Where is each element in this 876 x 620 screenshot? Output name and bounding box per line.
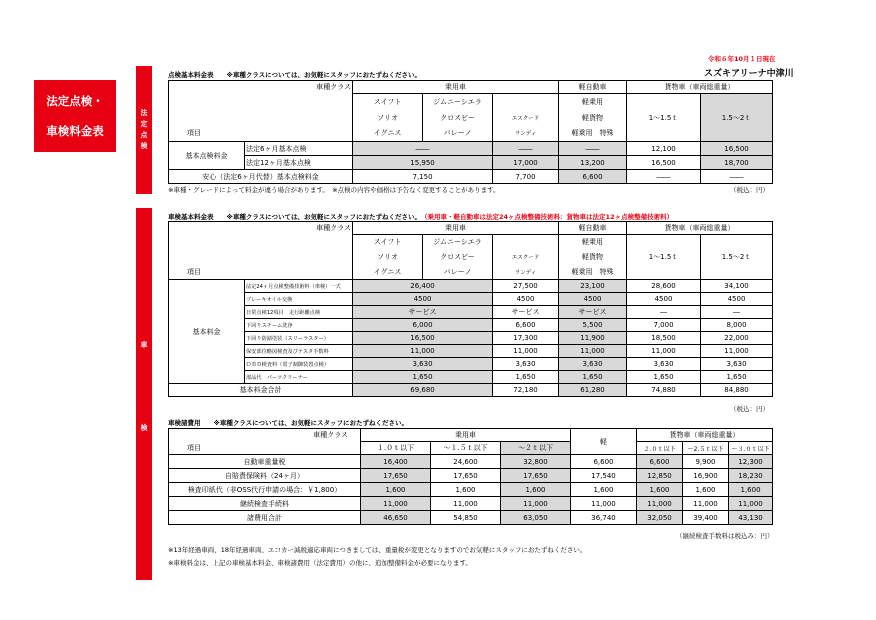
- cell: サービス: [353, 306, 493, 319]
- cell: 11,000: [559, 345, 627, 358]
- kei-header: 軽自動車: [559, 222, 627, 235]
- bar-shaken: [136, 208, 152, 580]
- row-label: 自賠責保険料（24ヶ月）: [169, 469, 361, 483]
- cell: 18,500: [627, 332, 701, 345]
- cell: 7,700: [493, 170, 559, 184]
- cell: 1,600: [571, 483, 637, 497]
- cell: 11,000: [431, 497, 501, 511]
- cell: 61,280: [559, 384, 627, 397]
- row-label: 日常点検12項目 走行距離点検: [245, 306, 353, 319]
- table-row: [169, 371, 773, 384]
- cell: 17,000: [493, 156, 559, 170]
- car-name: スイフト: [353, 235, 423, 250]
- row-label: 安心（法定6ヶ月代替）基本点検料金: [169, 170, 353, 184]
- row-label: 下回り防錆塗装（スリーラスター）: [245, 332, 353, 345]
- car-name: クロスビー: [423, 110, 493, 126]
- cell: 74,880: [627, 384, 701, 397]
- bar-char: 定: [140, 120, 148, 128]
- cell: ――: [559, 142, 627, 156]
- section3-heading: 車検諸費用 ※車種クラスについては、お気軽にスタッフにおたずねください。: [168, 419, 408, 427]
- cargo-class-b: 1.5～2ｔ: [701, 94, 773, 142]
- cell: 17,300: [493, 332, 559, 345]
- table-row: [169, 280, 773, 293]
- row-label: 部品代 パーツクリーナー: [245, 371, 353, 384]
- table-row: [169, 455, 773, 469]
- table-row: [169, 142, 773, 156]
- cell: 18,230: [729, 469, 773, 483]
- cell: 28,600: [627, 280, 701, 293]
- cell: 17,650: [431, 469, 501, 483]
- cell: 22,000: [701, 332, 773, 345]
- table-row: [169, 483, 773, 497]
- cell: 1,600: [361, 483, 431, 497]
- cell: 84,880: [701, 384, 773, 397]
- cell: 6,600: [637, 455, 683, 469]
- class-label: 車種クラス: [169, 429, 361, 442]
- cell: 3,630: [627, 358, 701, 371]
- cell: 24,600: [431, 455, 501, 469]
- bar-char: 車: [140, 341, 148, 349]
- table-row: [169, 384, 773, 397]
- cell: 1,650: [353, 371, 493, 384]
- cell: 27,500: [493, 280, 559, 293]
- table-row: [169, 170, 773, 184]
- cell: 26,400: [353, 280, 493, 293]
- cell: ――: [493, 142, 559, 156]
- kei-type: 軽乗用: [559, 235, 627, 250]
- car-name: クロスビー: [423, 250, 493, 265]
- date-label: 令和６年10月１日現在: [708, 55, 776, 63]
- cell: 16,900: [683, 469, 729, 483]
- cargo-header: 貨物車（車両総重量）: [627, 222, 773, 235]
- class-label: 車種クラス: [169, 222, 353, 235]
- car-name: イグニス: [353, 265, 423, 280]
- car-name: ランディ: [493, 265, 559, 280]
- cargo-class-a: 1～1.5ｔ: [627, 235, 701, 280]
- cell: 17,650: [501, 469, 571, 483]
- passenger-header: 乗用車: [353, 81, 559, 94]
- cell: 72,180: [493, 384, 559, 397]
- cell: 11,000: [353, 345, 493, 358]
- cell: 43,130: [729, 511, 773, 525]
- weight-class: ～３.０ｔ以下: [729, 442, 773, 455]
- section1-footnote: ※車種・グレードによって料金が違う場合があります。 ※点検の内容や価格は予告なく変更することがあります。: [168, 186, 500, 194]
- cell: 11,000: [637, 497, 683, 511]
- bar-inspection: [136, 66, 152, 194]
- cell: 1,650: [559, 371, 627, 384]
- row-label: ブレーキオイル交換: [245, 293, 353, 306]
- kei-type: 軽乗用 特殊: [559, 265, 627, 280]
- basic-label: 基本点検料金: [169, 142, 245, 170]
- section3-tax: （継続検査手数料は税込み：円）: [676, 532, 774, 540]
- cell: 9,900: [683, 455, 729, 469]
- cell: 1,600: [637, 483, 683, 497]
- cell: 3,630: [493, 358, 559, 371]
- cell: 54,850: [431, 511, 501, 525]
- table-row: [169, 293, 773, 306]
- cell: 11,000: [571, 497, 637, 511]
- cell: 12,850: [637, 469, 683, 483]
- row-label: 基本料金合計: [169, 384, 353, 397]
- cell: 1,650: [701, 371, 773, 384]
- section2-heading: 車検基本料金表 ※車種クラスについては、お気軽にスタッフにおたずねください。 （乗用車・軽自動車は法定24ヶ点検整備技術料：貨物車は法定12ヶ点検整備技術料）: [168, 213, 674, 221]
- cell: 18,700: [701, 156, 773, 170]
- car-name: ソリオ: [353, 110, 423, 126]
- cell: 16,500: [627, 156, 701, 170]
- table-row: [169, 497, 773, 511]
- inspection-table: [168, 80, 773, 184]
- cell: 4500: [627, 293, 701, 306]
- cell: 11,000: [683, 497, 729, 511]
- section2-tax: （税込：円）: [730, 405, 769, 413]
- cell: ――: [627, 170, 701, 184]
- cell: 16,500: [353, 332, 493, 345]
- table-row: [169, 358, 773, 371]
- cell: 32,800: [501, 455, 571, 469]
- table-row: [169, 319, 773, 332]
- cell: 1,600: [729, 483, 773, 497]
- table-row: [169, 332, 773, 345]
- shop-name: スズキアリーナ中津川: [704, 69, 794, 79]
- cell: 1,600: [501, 483, 571, 497]
- cell: 12,300: [729, 455, 773, 469]
- class-label: 車種クラス: [169, 81, 353, 94]
- cell: ――: [701, 170, 773, 184]
- car-name: イグニス: [353, 126, 423, 142]
- table-row: [169, 306, 773, 319]
- cell: 11,000: [701, 345, 773, 358]
- cell: サービス: [493, 306, 559, 319]
- footnote-weight-tax: ※13年経過車両、18年経過車両、エコカー減税適応車両につきましては、重量税が変更となりますのでお気軽にスタッフにおたずねください。: [168, 546, 587, 554]
- cell: 13,200: [559, 156, 627, 170]
- section1-tax: （税込：円）: [730, 186, 769, 194]
- row-label: ＯＢＤ検査料（電子制御装置点検）: [245, 358, 353, 371]
- car-name: スイフト: [353, 94, 423, 110]
- cell: 4500: [559, 293, 627, 306]
- table-row: [169, 511, 773, 525]
- passenger-header: 乗用車: [353, 222, 559, 235]
- row-label: 自動車重量税: [169, 455, 361, 469]
- weight-class: ～2.５ｔ以下: [683, 442, 729, 455]
- bar-char: 点: [140, 131, 148, 139]
- cell: 1,600: [431, 483, 501, 497]
- weight-class: ～２ｔ以下: [501, 442, 571, 455]
- cell: 3,630: [353, 358, 493, 371]
- cell: 34,100: [701, 280, 773, 293]
- cell: 4500: [353, 293, 493, 306]
- weight-class: ２.０ｔ以下: [637, 442, 683, 455]
- car-name: バレーノ: [423, 265, 493, 280]
- table-row: [169, 345, 773, 358]
- cell: 12,100: [627, 142, 701, 156]
- cell: 16,500: [701, 142, 773, 156]
- cell: 16,400: [361, 455, 431, 469]
- cell: 6,600: [571, 455, 637, 469]
- cell: 6,000: [353, 319, 493, 332]
- cell: 5,500: [559, 319, 627, 332]
- cell: 3,630: [701, 358, 773, 371]
- cell: 23,100: [559, 280, 627, 293]
- cell: 39,400: [683, 511, 729, 525]
- cell: 11,900: [559, 332, 627, 345]
- cell: 15,950: [353, 156, 493, 170]
- car-name: バレーノ: [423, 126, 493, 142]
- cargo-class-a: 1～1.5ｔ: [627, 94, 701, 142]
- kei-type: 軽貨物: [559, 250, 627, 265]
- item-label: 項目: [169, 442, 361, 455]
- kei-type: 軽乗用: [559, 94, 627, 110]
- cell: 69,680: [353, 384, 493, 397]
- car-name: エスクード: [493, 250, 559, 265]
- row-label: 法定6ヶ月基本点検: [245, 142, 353, 156]
- row-label: 下回りスチーム洗浄: [245, 319, 353, 332]
- cell: 11,000: [501, 497, 571, 511]
- car-name: ランディ: [493, 126, 559, 142]
- item-label: 項目: [169, 126, 353, 142]
- row-label: 継続検査手続料: [169, 497, 361, 511]
- cell: 7,000: [627, 319, 701, 332]
- cell: ―: [701, 306, 773, 319]
- bar-char: 法: [140, 109, 148, 117]
- cell: 8,000: [701, 319, 773, 332]
- table-row: [169, 156, 773, 170]
- cell: ――: [353, 142, 493, 156]
- cell: 11,000: [729, 497, 773, 511]
- cell: 63,050: [501, 511, 571, 525]
- cargo-class-b: 1.5～2ｔ: [701, 235, 773, 280]
- cell: 7,150: [353, 170, 493, 184]
- cell: 1,600: [683, 483, 729, 497]
- cell: 6,600: [493, 319, 559, 332]
- table-row: [169, 469, 773, 483]
- cell: 4500: [701, 293, 773, 306]
- bar-char: 検: [140, 142, 148, 150]
- car-name: ソリオ: [353, 250, 423, 265]
- cell: 32,050: [637, 511, 683, 525]
- car-name: ジムニーシエラ: [423, 235, 493, 250]
- kei-header: 軽: [571, 429, 637, 455]
- cargo-header: 貨物車（車両総重量）: [627, 81, 773, 94]
- cell: 17,540: [571, 469, 637, 483]
- cell: 1,650: [493, 371, 559, 384]
- passenger-header: 乗用車: [361, 429, 571, 442]
- cell: 36,740: [571, 511, 637, 525]
- title-line2: 車検料金表: [46, 124, 104, 138]
- cell: 3,630: [559, 358, 627, 371]
- weight-class: ～１.５ｔ以下: [431, 442, 501, 455]
- shaken-fees-table: [168, 428, 773, 525]
- section1-heading: 点検基本料金表 ※車種クラスについては、お気軽にスタッフにおたずねください。: [168, 71, 421, 79]
- car-name: ジムニーシエラ: [423, 94, 493, 110]
- cell: 11,000: [493, 345, 559, 358]
- title-box: [34, 80, 116, 152]
- cargo-header: 貨物車（車両総重量）: [637, 429, 773, 442]
- cell: 6,600: [559, 170, 627, 184]
- shaken-basic-table: [168, 221, 773, 397]
- cell: ―: [627, 306, 701, 319]
- footnote-additional: ※車検料金は、上記の車検基本料金、車検諸費用（法定費用）の他に、追加整備料金が必要になります。: [168, 559, 472, 567]
- cell: 4500: [493, 293, 559, 306]
- row-label: 諸費用合計: [169, 511, 361, 525]
- title-line1: 法定点検・: [46, 94, 104, 108]
- cell: 11,000: [627, 345, 701, 358]
- row-label: 検査印紙代（非OSS代行申請の場合：￥1,800）: [169, 483, 361, 497]
- weight-class: １.０ｔ以下: [361, 442, 431, 455]
- row-label: 法定12ヶ月基本点検: [245, 156, 353, 170]
- row-label: 保安部位略図検査及びテスタ手数料: [245, 345, 353, 358]
- car-name: エスクード: [493, 110, 559, 126]
- row-label: 法定24ヶ月点検整備技術料（車検）一式: [245, 280, 353, 293]
- cell: 1,650: [627, 371, 701, 384]
- kei-header: 軽自動車: [559, 81, 627, 94]
- cell: 46,650: [361, 511, 431, 525]
- cell: 17,650: [361, 469, 431, 483]
- cell: 11,000: [361, 497, 431, 511]
- item-label: 項目: [169, 265, 353, 280]
- kei-type: 軽乗用 特殊: [559, 126, 627, 142]
- basic-label: 基本料金: [169, 280, 245, 384]
- cell: サービス: [559, 306, 627, 319]
- kei-type: 軽貨物: [559, 110, 627, 126]
- bar-char: 検: [140, 424, 148, 432]
